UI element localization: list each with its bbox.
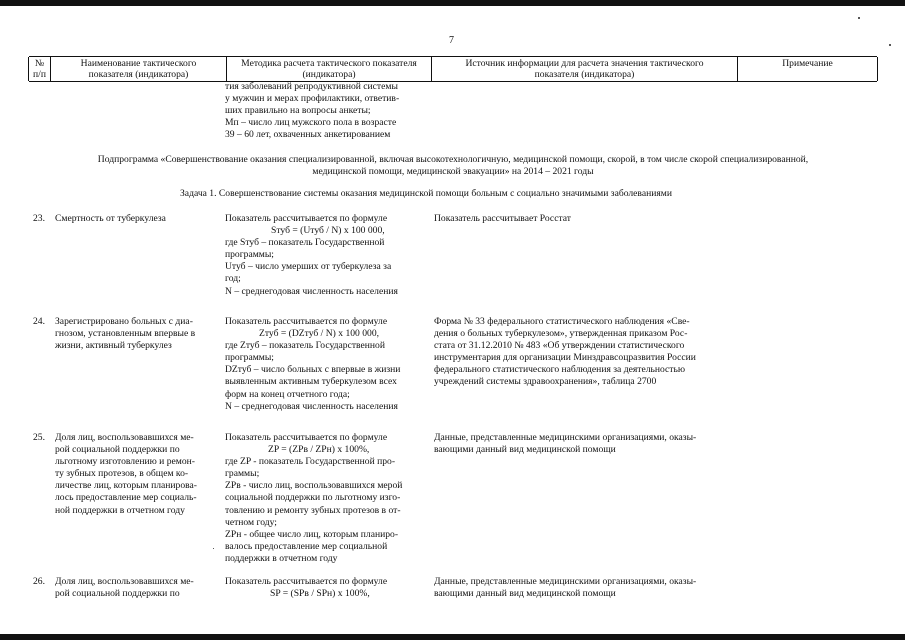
text-line: Данные, представленные медицинскими организациями, оказы-	[434, 576, 697, 587]
row-method	[225, 213, 425, 298]
text-line: Показатель рассчитывается по формуле	[225, 432, 388, 443]
text-line: лось предоставление мер социаль-	[55, 492, 197, 504]
text-line: учреждений системы здравоохранения», таблица 2700	[434, 376, 657, 388]
text-line: ту зубных протезов, в общем ко-	[55, 468, 189, 480]
text-line: где Zтуб – показатель Государственной	[225, 340, 385, 352]
text-line: Uтуб – число умерших от туберкулеза за	[225, 261, 392, 273]
row-source	[434, 213, 734, 225]
task-title: Задача 1. Совершенствование системы оказания медицинской помощи больным с социально значимыми заболеваниями	[180, 188, 672, 199]
row-source	[434, 432, 734, 456]
header-name	[50, 57, 226, 81]
text-line: дения о больных туберкулезом», утвержденная приказом Рос-	[434, 328, 688, 340]
row-number: 26.	[33, 576, 45, 587]
text-line: стата от 31.12.2010 № 483 «Об утверждении статистического	[434, 340, 685, 352]
text-line: инструментария для организации Минздравсоцразвития России	[434, 352, 696, 364]
row-method	[225, 316, 430, 413]
text-line: личестве лиц, которым планирова-	[55, 480, 197, 492]
row-number: 25.	[33, 432, 45, 443]
scan-speck	[213, 548, 214, 549]
header-num-line2: п/п	[33, 69, 46, 80]
text-line: граммы;	[225, 468, 260, 480]
row-method	[225, 576, 430, 600]
text-line: ших правильно на вопросы анкеты;	[225, 105, 371, 117]
row-name	[55, 316, 220, 352]
formula-line: Zтуб = (DZтуб / N) х 100 000,	[259, 328, 380, 340]
text-line: Подпрограмма «Совершенствование оказания специализированной, включая высокотехнологичную, медицинской помощи, скорой, в том числе скорой специализированной,	[97, 154, 809, 165]
text-line: тия заболеваний репродуктивной системы	[225, 81, 398, 92]
text-line: вающими данный вид медицинской помощи	[434, 444, 616, 456]
formula-line: Sтуб = (Uтуб / N) х 100 000,	[271, 225, 385, 237]
text-line: Зарегистрировано больных с диа-	[55, 316, 193, 327]
text-line: федерального статистического наблюдения за деятельностью	[434, 364, 686, 376]
text-line: ной поддержки в отчетном году	[55, 504, 185, 516]
text-line: Показатель рассчитывается по формуле	[225, 213, 388, 224]
row-method	[225, 432, 430, 565]
text-line: жизни, активный туберкулез	[55, 340, 172, 352]
text-line: Смертность от туберкулеза	[55, 213, 166, 224]
header-source-line1: Источник информации для расчета значения тактического	[465, 58, 704, 69]
top-border	[0, 0, 905, 6]
header-method-line2: (индикатора)	[302, 69, 356, 80]
row-number: 23.	[33, 213, 45, 224]
text-line: N – среднегодовая численность населения	[225, 400, 398, 412]
scan-speck	[858, 17, 860, 19]
formula-line: SP = (SPв / SPн) х 100%,	[270, 588, 370, 600]
row-name	[55, 576, 220, 600]
text-line: Доля лиц, воспользовавшихся ме-	[55, 432, 194, 443]
text-line: Показатель рассчитывается по формуле	[225, 316, 388, 327]
text-line: гнозом, установленным впервые в	[55, 328, 196, 340]
text-line: социальной поддержки по льготному изго-	[225, 492, 401, 504]
text-line: у мужчин и мерах профилактики, ответив-	[225, 93, 400, 105]
text-line: N – среднегодовая численность населения	[225, 285, 398, 297]
header-note-line1: Примечание	[782, 58, 833, 69]
text-line: программы;	[225, 352, 274, 364]
header-name-line1: Наименование тактического	[80, 58, 197, 69]
text-line: год;	[225, 273, 241, 285]
text-line: 39 – 60 лет, охваченных анкетированием	[225, 129, 391, 141]
text-line: Форма № 33 федерального статистического наблюдения «Све-	[434, 316, 690, 327]
header-source	[431, 57, 737, 81]
header-note	[737, 57, 878, 81]
text-line: льготному изготовлению и ремон-	[55, 456, 195, 468]
subprogram-title	[29, 154, 877, 178]
text-line: где ZP - показатель Государственной про-	[225, 456, 396, 468]
text-line: медицинской помощи, медицинской эвакуации» на 2014 – 2021 годы	[312, 166, 594, 178]
text-line: ZPн - общее число лиц, которым планиро-	[225, 528, 399, 540]
text-line: DZтуб – число больных с впервые в жизни	[225, 364, 401, 376]
scan-speck	[889, 44, 891, 46]
text-line: Показатель рассчитывается по формуле	[225, 576, 388, 587]
text-line: Мп – число лиц мужского пола в возрасте	[225, 117, 397, 129]
row-source	[434, 576, 734, 600]
text-line: программы;	[225, 249, 274, 261]
text-line: валось предоставление мер социальной	[225, 540, 388, 552]
text-line: поддержки в отчетном году	[225, 552, 338, 564]
text-line: где Sтуб – показатель Государственной	[225, 237, 385, 249]
row-name	[55, 213, 220, 225]
header-num-line1: №	[34, 58, 45, 69]
row-number: 24.	[33, 316, 45, 327]
header-num	[28, 57, 50, 81]
header-name-line2: показателя (индикатора)	[88, 69, 189, 80]
text-line: выявленным активным туберкулезом всех	[225, 376, 397, 388]
header-method	[226, 57, 431, 81]
text-line: Доля лиц, воспользовавшихся ме-	[55, 576, 194, 587]
text-line: Показатель рассчитывает Росстат	[434, 213, 571, 224]
text-line: Данные, представленные медицинскими организациями, оказы-	[434, 432, 697, 443]
page-number: 7	[449, 35, 454, 46]
continuation-text	[225, 81, 430, 141]
bottom-border	[0, 634, 905, 640]
text-line: вающими данный вид медицинской помощи	[434, 588, 616, 600]
text-line: рой социальной поддержки по	[55, 588, 180, 600]
header-source-line2: показателя (индикатора)	[534, 69, 635, 80]
text-line: ZPв - число лиц, воспользовавшихся мерой	[225, 480, 403, 492]
row-source	[434, 316, 734, 389]
text-line: рой социальной поддержки по	[55, 444, 180, 456]
header-method-line1: Методика расчета тактического показателя	[241, 58, 417, 69]
text-line: товлению и ремонту зубных протезов в от-	[225, 504, 401, 516]
row-name	[55, 432, 220, 517]
table-header	[29, 56, 877, 82]
formula-line: ZP = (ZPв / ZPн) х 100%,	[268, 444, 370, 456]
text-line: четном году;	[225, 516, 277, 528]
text-line: форм на конец отчетного года;	[225, 388, 350, 400]
